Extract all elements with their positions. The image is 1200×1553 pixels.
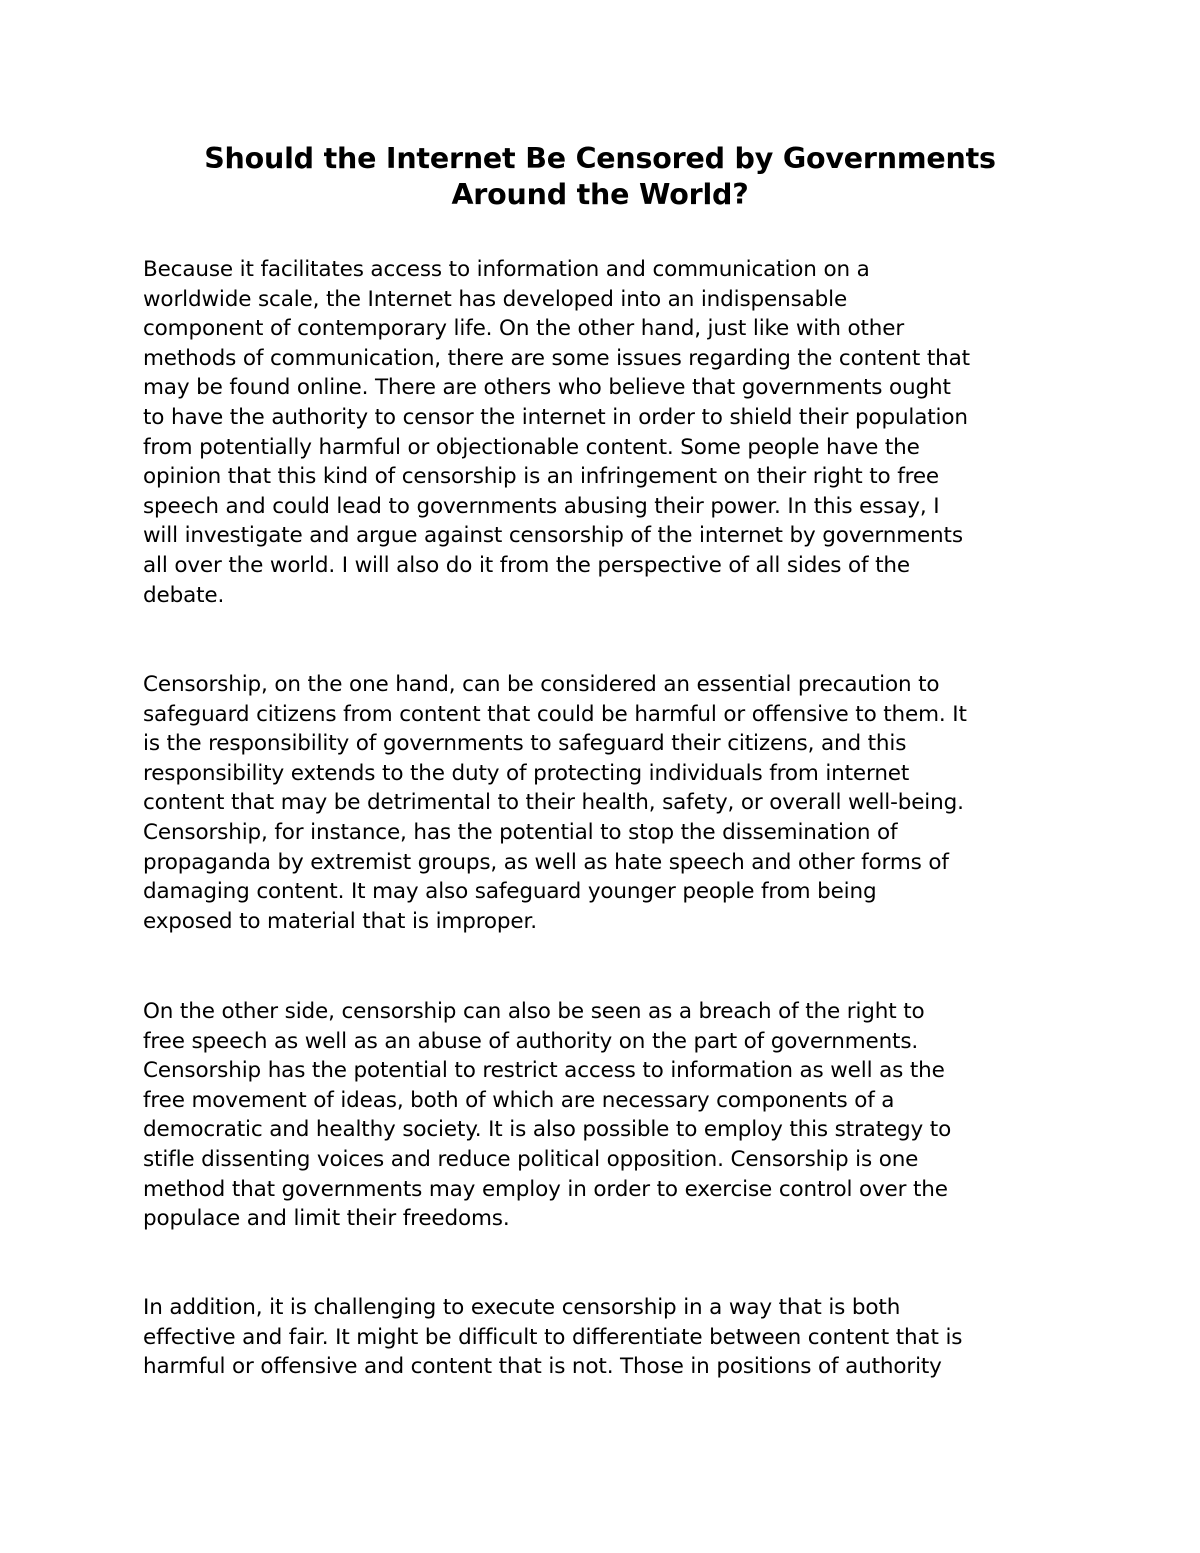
text-line: free speech as well as an abuse of authority on the part of governments. <box>143 1028 919 1054</box>
text-line: Because it facilitates access to information and communication on a <box>143 257 870 282</box>
text-line: will investigate and argue against censorship of the internet by governments <box>143 523 963 549</box>
text-line: safeguard citizens from content that could be harmful or offensive to them. It <box>143 701 967 727</box>
text-line: free movement of ideas, both of which are necessary components of a <box>143 1087 895 1113</box>
text-line: worldwide scale, the Internet has developed into an indispensable <box>143 286 848 312</box>
text-line: On the other side, censorship can also be seen as a breach of the right to <box>143 999 925 1024</box>
text-line: to have the authority to censor the internet in order to shield their population <box>143 404 968 430</box>
text-line: damaging content. It may also safeguard younger people from being <box>143 879 877 905</box>
text-line: harmful or offensive and content that is not. Those in positions of authority <box>143 1354 942 1380</box>
text-line: effective and fair. It might be difficult to differentiate between content that is <box>143 1324 963 1350</box>
text-line: democratic and healthy society. It is also possible to employ this strategy to <box>143 1117 952 1143</box>
text-line: component of contemporary life. On the other hand, just like with other <box>143 316 905 342</box>
text-line: responsibility extends to the duty of protecting individuals from internet <box>143 760 910 786</box>
text-line: is the responsibility of governments to safeguard their citizens, and this <box>143 731 907 757</box>
text-line: methods of communication, there are some issues regarding the content that <box>143 345 970 371</box>
text-line: In addition, it is challenging to execute censorship in a way that is both <box>143 1295 901 1320</box>
text-line: stifle dissenting voices and reduce political opposition. Censorship is one <box>143 1146 919 1172</box>
text-line: from potentially harmful or objectionable content. Some people have the <box>143 434 920 460</box>
text-line: Censorship, for instance, has the potential to stop the dissemination of <box>143 819 898 845</box>
text-line: debate. <box>143 582 225 608</box>
paragraph-introduction <box>143 255 1073 610</box>
paragraph-censorship-pro <box>143 670 1073 936</box>
text-line: content that may be detrimental to their health, safety, or overall well-being. <box>143 790 964 816</box>
text-line: all over the world. I will also do it from the perspective of all sides of the <box>143 552 910 578</box>
text-line: speech and could lead to governments abusing their power. In this essay, I <box>143 493 940 519</box>
text-line: populace and limit their freedoms. <box>143 1206 510 1232</box>
text-line: opinion that this kind of censorship is an infringement on their right to free <box>143 464 939 490</box>
text-line: method that governments may employ in order to exercise control over the <box>143 1176 948 1202</box>
document-title <box>100 141 1100 213</box>
text-line: Censorship, on the one hand, can be considered an essential precaution to <box>143 672 940 697</box>
paragraph-challenges <box>143 1293 1073 1382</box>
paragraph-censorship-con <box>143 997 1073 1234</box>
text-line: exposed to material that is improper. <box>143 908 537 934</box>
text-line: Censorship has the potential to restrict access to information as well as the <box>143 1058 945 1084</box>
text-line: may be found online. There are others who believe that governments ought <box>143 375 951 401</box>
text-line: propaganda by extremist groups, as well as hate speech and other forms of <box>143 849 949 875</box>
title-line: Around the World? <box>451 178 749 211</box>
title-line: Should the Internet Be Censored by Governments <box>204 142 996 175</box>
